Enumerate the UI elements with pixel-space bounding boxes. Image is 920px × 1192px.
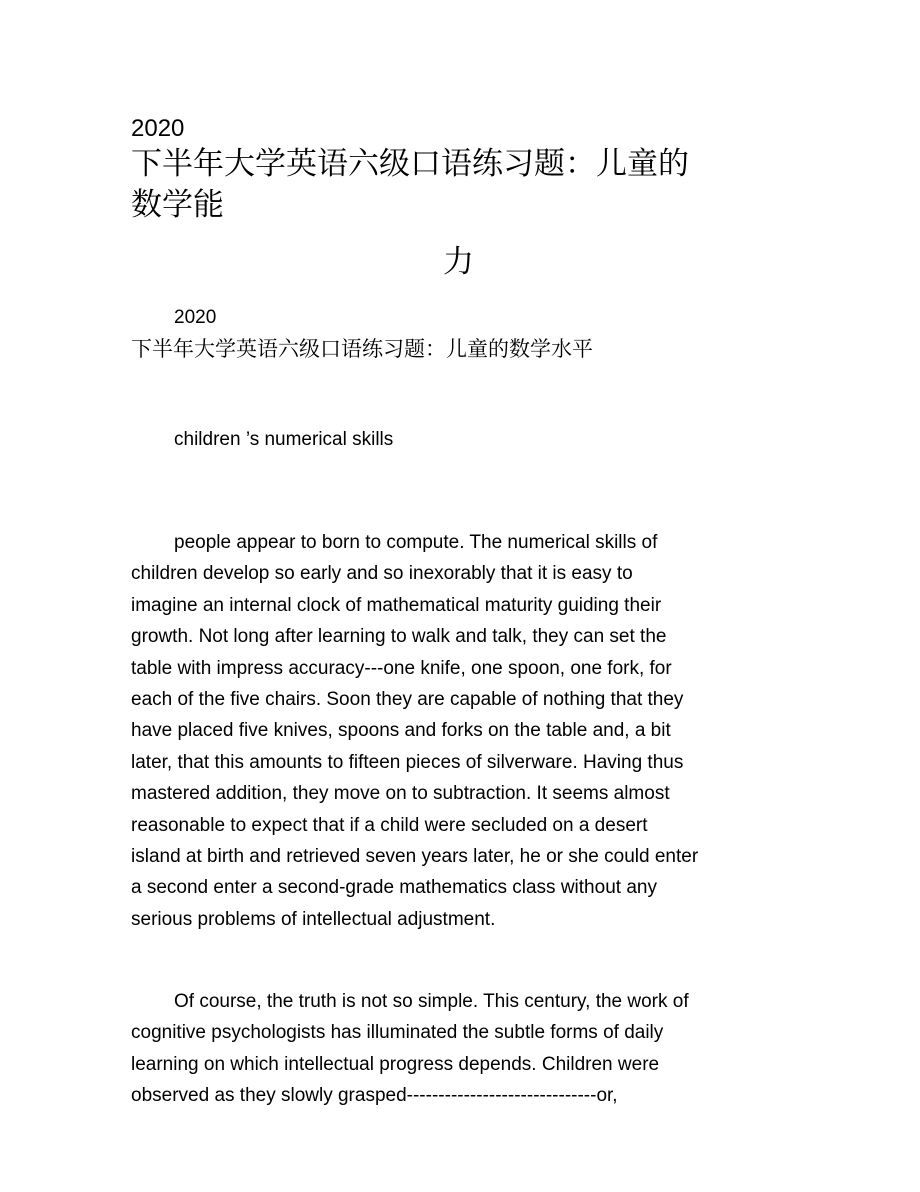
section-heading: children ’s numerical skills: [174, 429, 394, 450]
body-paragraph-2: Of course, the truth is not so simple. This century, the work of cognitive psychologists has illuminated the subtle forms of daily learning on which intellectual progress depends. Children were observed as they slowly grasped------------------------------or,: [131, 991, 689, 1107]
title-year: 2020: [131, 115, 185, 142]
document-title-tail: 力: [443, 244, 474, 280]
subtitle-year: 2020: [174, 307, 217, 328]
body-paragraph-1: people appear to born to compute. The numerical skills of children develop so early and so inexorably that it is easy to imagine an internal clock of mathematical maturity guiding their growth. Not long after learning to walk and talk, they can set the table with impress accuracy---one knife, one spoon, one fork, for each of the five chairs. Soon they are capable of nothing that they have placed five knives, spoons and forks on the table and, a bit later, that this amounts to fifteen pieces of silverware. Having thus mastered addition, they move on to subtraction. It seems almost reasonable to expect that if a child were secluded on a desert island at birth and retrieved seven years later, he or she could enter a second enter a second-grade mathematics class without any serious problems of intellectual adjustment.: [131, 532, 699, 930]
document-subtitle: 下半年大学英语六级口语练习题：儿童的数学水平: [131, 337, 593, 361]
document-title: 下半年大学英语六级口语练习题：儿童的数学能: [131, 146, 689, 223]
